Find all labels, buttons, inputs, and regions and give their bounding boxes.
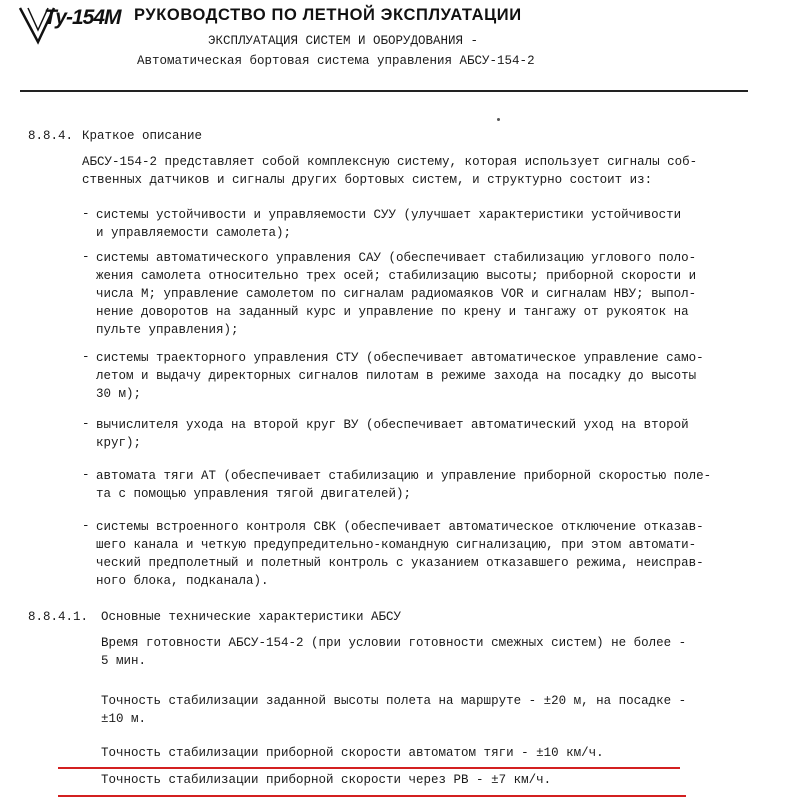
list-bullet: -	[82, 207, 90, 221]
spec-speed-accuracy-at: Точность стабилизации приборной скорости автоматом тяги - ±10 км/ч.	[101, 746, 604, 760]
list-bullet: -	[82, 468, 90, 482]
list-item-at: автомата тяги АТ (обеспечивает стабилизацию и управление приборной скоростью поле- та с помощью управления тягой двигателей);	[96, 469, 712, 501]
section-number: 8.8.4.	[28, 129, 74, 143]
red-underline	[58, 795, 686, 797]
list-bullet: -	[82, 417, 90, 431]
red-underline	[58, 767, 680, 769]
subtitle-line-2: Автоматическая бортовая система управления АБСУ-154-2	[137, 54, 535, 68]
intro-text: АБСУ-154-2 представляет собой комплексную систему, которая использует сигналы соб- ственных датчиков и сигналы других бортовых систем, и структурно состоит из:	[82, 155, 698, 187]
spec-speed-accuracy-rv: Точность стабилизации приборной скорости через РВ - ±7 км/ч.	[101, 773, 552, 787]
spec-readiness-time: Время готовности АБСУ-154-2 (при условии готовности смежных систем) не более - 5 мин.	[101, 636, 687, 668]
subsection-heading: Основные технические характеристики АБСУ	[101, 610, 402, 624]
list-bullet: -	[82, 519, 90, 533]
subtitle-line-1: ЭКСПЛУАТАЦИЯ СИСТЕМ И ОБОРУДОВАНИЯ -	[208, 34, 479, 48]
list-item-sau: системы автоматического управления САУ (обеспечивает стабилизацию углового поло- жения самолета относительно трех осей; стабилизацию высоты; приборной скорости и числа М; управление самолетом по сигналам радиомаяков VOR и сигналам НВУ; выпол- нение доворотов на заданный курс и управление по крену и тангажу от рукояток на пульте управления);	[96, 251, 697, 337]
spec-altitude-accuracy: Точность стабилизации заданной высоты полета на маршруте - ±20 м, на посадке - ±10 м.	[101, 694, 687, 726]
scan-speck	[497, 118, 500, 121]
list-bullet: -	[82, 250, 90, 264]
logo-text: Ту-154М	[44, 6, 121, 29]
subsection-number: 8.8.4.1.	[28, 610, 89, 624]
header-divider	[20, 90, 748, 92]
list-bullet: -	[82, 350, 90, 364]
logo	[18, 4, 121, 46]
section-heading: Краткое описание	[82, 129, 203, 143]
list-item-vu: вычислителя ухода на второй круг ВУ (обеспечивает автоматический уход на второй круг);	[96, 418, 689, 450]
page-title: РУКОВОДСТВО ПО ЛЕТНОЙ ЭКСПЛУАТАЦИИ	[134, 6, 522, 24]
list-item-svk: системы встроенного контроля СВК (обеспечивает автоматическое отключение отказав- шего канала и четкую предупредительно-командную сигнализацию, при этом автомати- ческий предполетный и полетный контроль с указанием отказавшего режима, неисправ- ного блока, подканала).	[96, 520, 704, 588]
list-item-stu: системы траекторного управления СТУ (обеспечивает автоматическое управление само- летом и выдачу директорных сигналов пилотам в режиме захода на посадку до высоты 30 м);	[96, 351, 704, 401]
list-item-suu: системы устойчивости и управляемости СУУ (улучшает характеристики устойчивости и управляемости самолета);	[96, 208, 682, 240]
